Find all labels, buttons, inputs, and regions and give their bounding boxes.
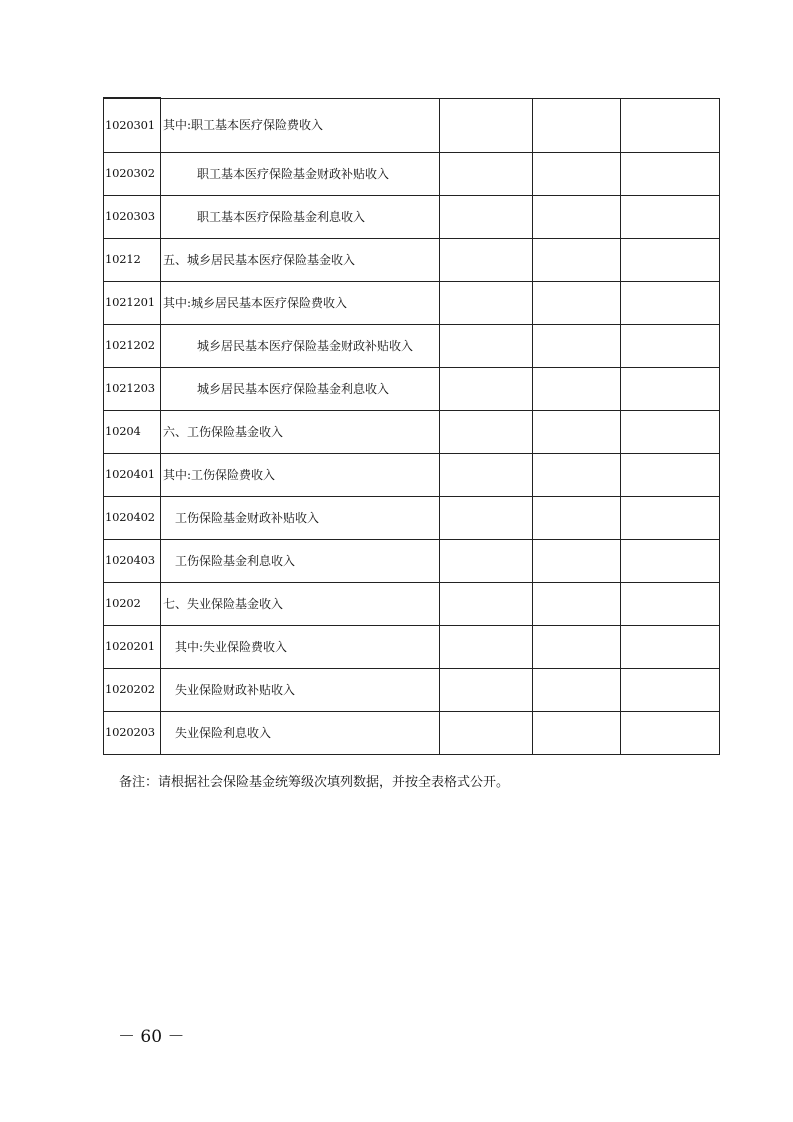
value-cell: [621, 411, 720, 454]
value-cell: [440, 669, 533, 712]
value-cell: [621, 153, 720, 196]
row-code: 1020203: [104, 712, 161, 755]
value-cell: [533, 153, 621, 196]
value-cell: [621, 626, 720, 669]
value-cell: [533, 282, 621, 325]
value-cell: [440, 196, 533, 239]
value-cell: [440, 497, 533, 540]
value-cell: [621, 497, 720, 540]
row-name: 其中:职工基本医疗保险费收入: [163, 118, 324, 133]
value-cell: [533, 497, 621, 540]
value-cell: [440, 368, 533, 411]
row-code: 1020403: [104, 540, 161, 583]
row-name-cell: [161, 540, 440, 583]
value-cell: [440, 153, 533, 196]
row-name: 五、城乡居民基本医疗保险基金收入: [163, 252, 356, 267]
value-cell: [621, 325, 720, 368]
row-name-cell: [161, 583, 440, 626]
row-name: 其中:工伤保险费收入: [163, 467, 276, 482]
row-name-cell: [161, 98, 440, 153]
value-cell: [533, 196, 621, 239]
row-code: 1020402: [104, 497, 161, 540]
value-cell: [533, 239, 621, 282]
table-row: [104, 626, 720, 669]
value-cell: [533, 325, 621, 368]
row-code: 1020401: [104, 454, 161, 497]
row-code: 1021202: [104, 325, 161, 368]
value-cell: [533, 454, 621, 497]
row-name: 工伤保险基金利息收入: [175, 553, 296, 568]
table-row: [104, 368, 720, 411]
row-code: 1020301: [104, 98, 161, 153]
footnote: 备注：请根据社会保险基金统筹级次填列数据，并按全表格式公开。: [119, 775, 510, 790]
table-row: [104, 239, 720, 282]
value-cell: [440, 325, 533, 368]
row-name-cell: [161, 497, 440, 540]
row-code: 1021201: [104, 282, 161, 325]
value-cell: [440, 583, 533, 626]
row-name: 其中:城乡居民基本医疗保险费收入: [163, 295, 348, 310]
row-code: 10204: [104, 411, 161, 454]
value-cell: [440, 626, 533, 669]
value-cell: [440, 98, 533, 153]
value-cell: [440, 282, 533, 325]
value-cell: [533, 669, 621, 712]
value-cell: [621, 98, 720, 153]
row-name-cell: [161, 368, 440, 411]
value-cell: [533, 712, 621, 755]
row-name-cell: [161, 239, 440, 282]
row-name-cell: [161, 196, 440, 239]
row-name: 七、失业保险基金收入: [163, 596, 284, 611]
value-cell: [533, 368, 621, 411]
value-cell: [621, 540, 720, 583]
row-code: 1020201: [104, 626, 161, 669]
row-name-cell: [161, 325, 440, 368]
row-code: 1020202: [104, 669, 161, 712]
row-name-cell: [161, 454, 440, 497]
row-code: 1020303: [104, 196, 161, 239]
row-name-cell: [161, 153, 440, 196]
row-name: 失业保险财政补贴收入: [175, 682, 296, 697]
row-name-cell: [161, 411, 440, 454]
value-cell: [621, 368, 720, 411]
page-number: － 60 －: [118, 1027, 185, 1047]
value-cell: [621, 454, 720, 497]
row-name: 工伤保险基金财政补贴收入: [175, 510, 320, 525]
value-cell: [621, 282, 720, 325]
table-row: [104, 282, 720, 325]
value-cell: [440, 712, 533, 755]
table-row: [104, 583, 720, 626]
fund-income-table: [103, 97, 720, 755]
row-name: 职工基本医疗保险基金利息收入: [197, 209, 366, 224]
value-cell: [533, 540, 621, 583]
table-row: [104, 454, 720, 497]
table-row: [104, 411, 720, 454]
row-name: 职工基本医疗保险基金财政补贴收入: [197, 166, 390, 181]
row-code: 10202: [104, 583, 161, 626]
row-name: 其中:失业保险费收入: [175, 639, 288, 654]
row-code: 1021203: [104, 368, 161, 411]
table-row: [104, 540, 720, 583]
value-cell: [533, 98, 621, 153]
value-cell: [440, 411, 533, 454]
row-name: 失业保险利息收入: [175, 725, 272, 740]
row-name: 六、工伤保险基金收入: [163, 424, 284, 439]
row-name-cell: [161, 712, 440, 755]
value-cell: [440, 454, 533, 497]
table-row: [104, 669, 720, 712]
row-code: 10212: [104, 239, 161, 282]
table-row: [104, 325, 720, 368]
row-name-cell: [161, 626, 440, 669]
value-cell: [533, 583, 621, 626]
row-name: 城乡居民基本医疗保险基金财政补贴收入: [197, 338, 414, 353]
value-cell: [533, 626, 621, 669]
value-cell: [440, 540, 533, 583]
table-row: [104, 196, 720, 239]
row-code: 1020302: [104, 153, 161, 196]
value-cell: [621, 196, 720, 239]
value-cell: [533, 411, 621, 454]
value-cell: [621, 583, 720, 626]
table-row: [104, 497, 720, 540]
value-cell: [621, 712, 720, 755]
row-name-cell: [161, 282, 440, 325]
table-row: [104, 712, 720, 755]
value-cell: [440, 239, 533, 282]
row-name-cell: [161, 669, 440, 712]
row-name: 城乡居民基本医疗保险基金利息收入: [197, 381, 390, 396]
table-row: [104, 98, 720, 153]
table-body: [104, 98, 720, 755]
value-cell: [621, 239, 720, 282]
value-cell: [621, 669, 720, 712]
table-row: [104, 153, 720, 196]
